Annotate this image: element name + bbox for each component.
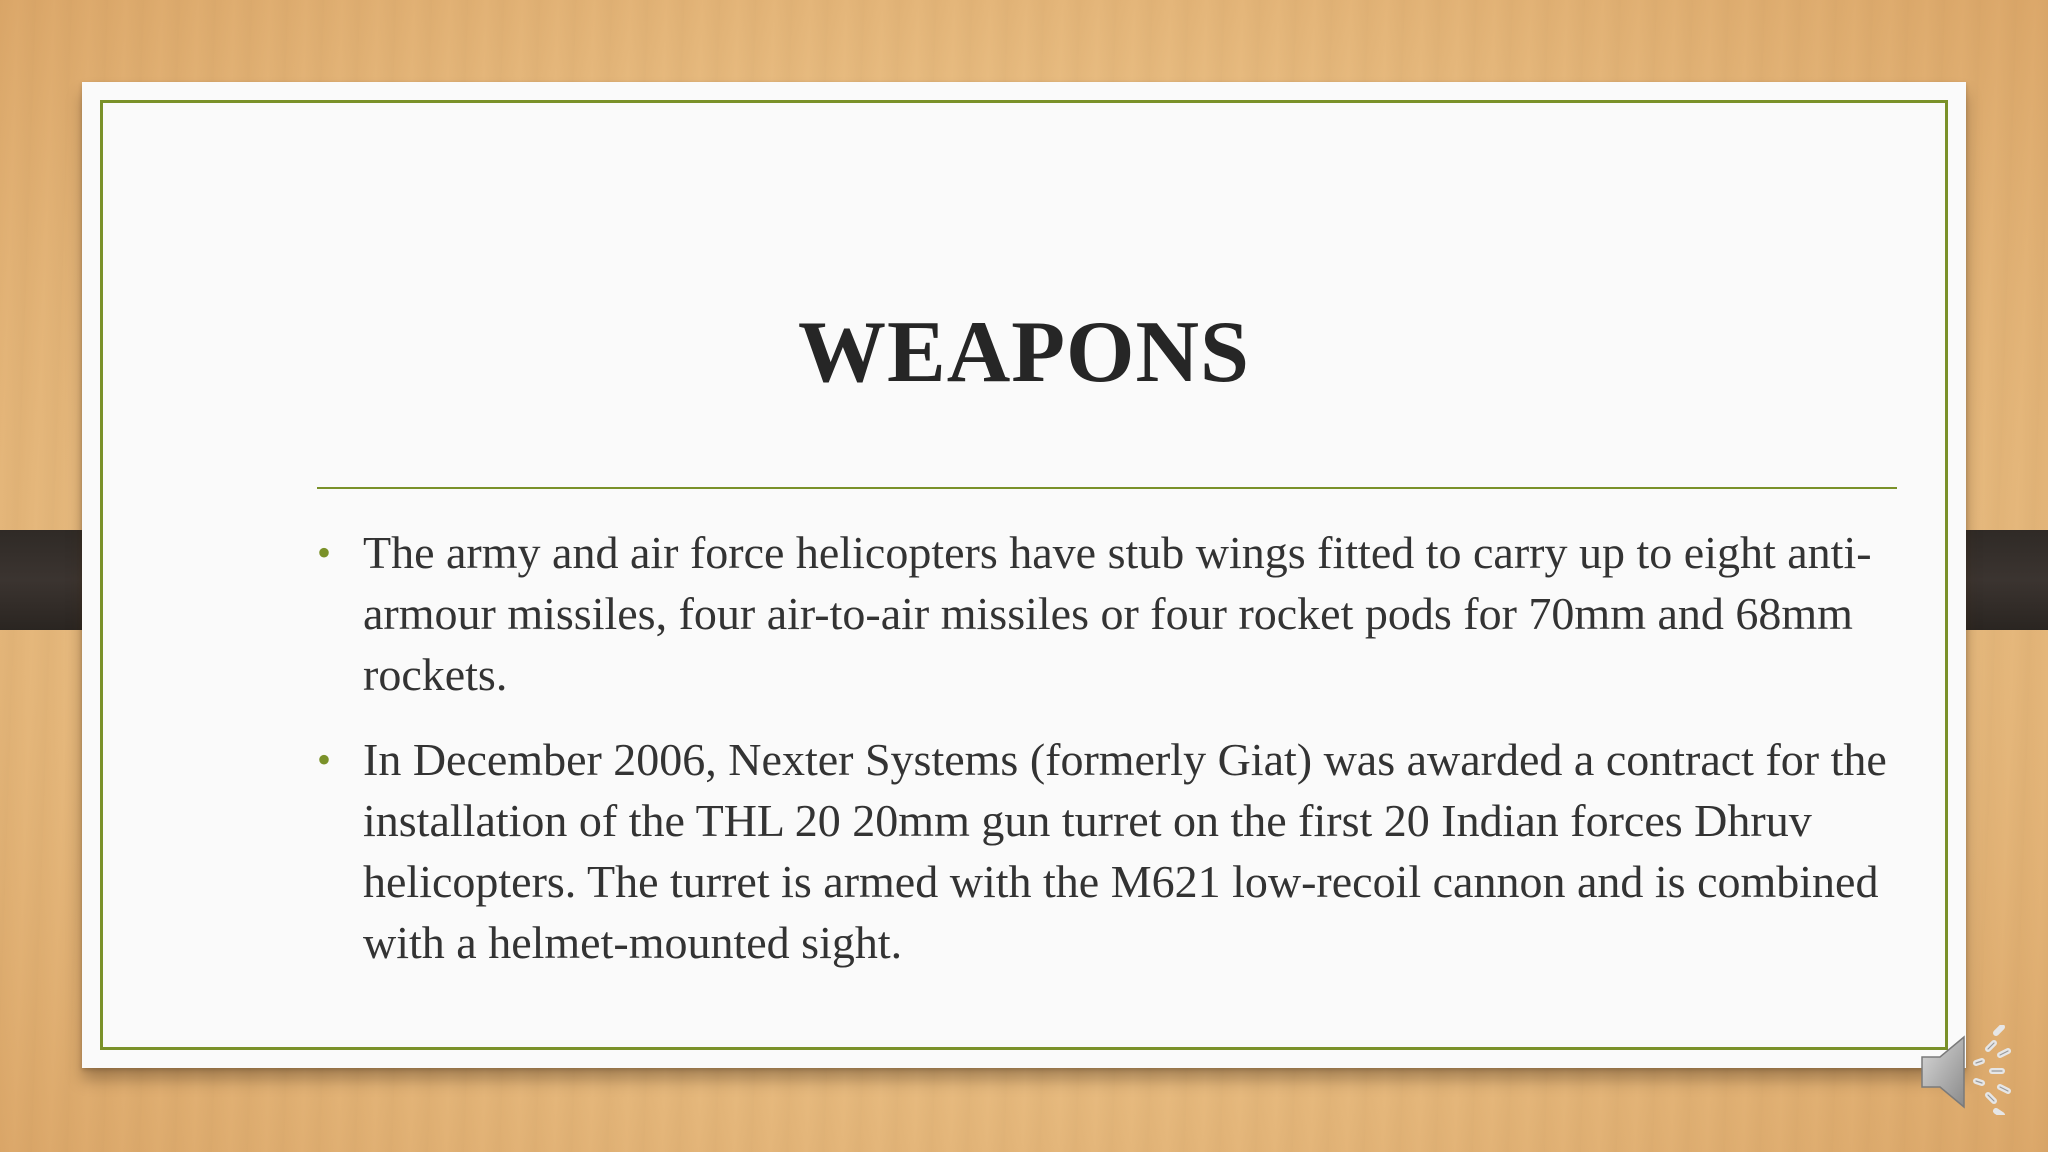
bullet-item [315,729,1905,973]
slide [82,82,1966,1068]
slide-title: WEAPONS [798,304,1250,401]
bullet-list [315,522,1905,997]
bullet-icon: • [317,530,332,575]
bullet-icon: • [317,737,332,782]
title-divider [317,487,1897,489]
bullet-text: The army and air force helicopters have stub wings fitted to carry up to eight anti-armour missiles, four air-to-air missiles or four rocket pods for 70mm and 68mm rockets. [363,527,1872,700]
bullet-text: In December 2006, Nexter Systems (formerly Giat) was awarded a contract for the installation of the THL 20 20mm gun turret on the first 20 Indian forces Dhruv helicopters. The turret is armed with the M621 low-recoil cannon and is combined with a helmet-mounted sight. [363,734,1887,968]
bullet-item [315,522,1905,705]
speaker-icon[interactable] [1918,1025,2018,1115]
